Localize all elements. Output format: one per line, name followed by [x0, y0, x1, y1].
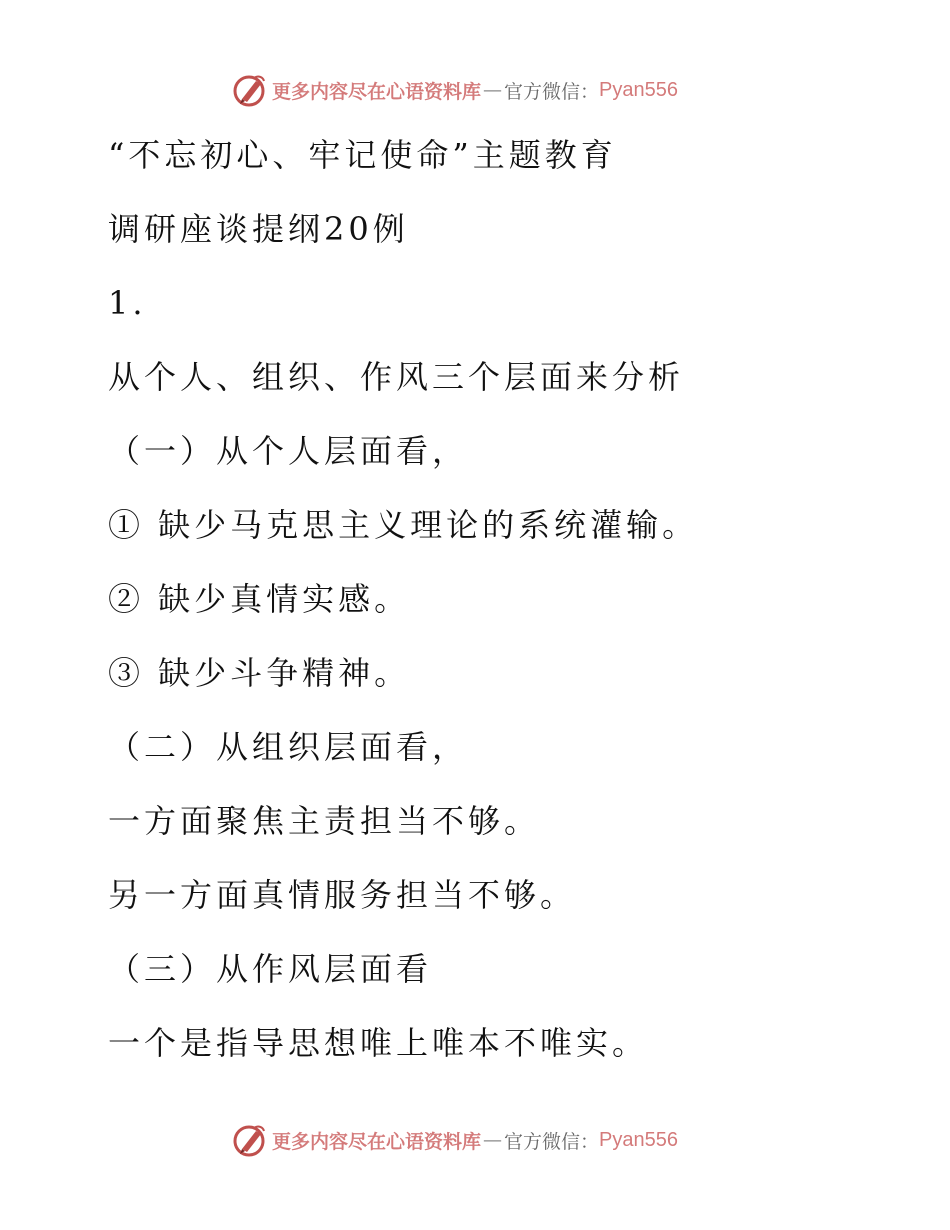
list-item: ③ 缺少斗争精神。 [108, 654, 411, 692]
watermark-dash: — [483, 79, 503, 101]
list-item: ① 缺少马克思主义理论的系统灌输。 [108, 506, 699, 544]
paragraph-line: 一个是指导思想唯上唯本不唯实。 [108, 1024, 649, 1062]
document-title-line-2: 调研座谈提纲20例 [108, 210, 409, 248]
watermark-id: Pyan556 [599, 78, 678, 101]
watermark-label: 官方微信： [504, 80, 600, 103]
header-watermark [232, 70, 678, 110]
watermark-dash: — [483, 1129, 503, 1151]
pen-logo-icon [232, 1122, 268, 1158]
subsection-heading-1: （一）从个人层面看， [108, 432, 469, 470]
subsection-heading-3: （三）从作风层面看 [108, 950, 433, 988]
watermark-id: Pyan556 [599, 1128, 678, 1151]
section-number: 1. [108, 284, 147, 322]
pen-logo-icon [232, 72, 268, 108]
paragraph-line: 另一方面真情服务担当不够。 [108, 876, 577, 914]
footer-watermark [232, 1120, 678, 1160]
list-item: ② 缺少真情实感。 [108, 580, 411, 618]
watermark-text: 更多内容尽在心语资料库 [272, 80, 482, 103]
subsection-heading-2: （二）从组织层面看， [108, 728, 469, 766]
document-title-line-1: “不忘初心、牢记使命”主题教育 [108, 136, 617, 174]
watermark-text: 更多内容尽在心语资料库 [272, 1130, 482, 1153]
document-body [108, 118, 908, 1080]
watermark-label: 官方微信： [504, 1130, 600, 1153]
paragraph-line: 一方面聚焦主责担当不够。 [108, 802, 541, 840]
section-heading: 从个人、组织、作风三个层面来分析 [108, 358, 685, 396]
